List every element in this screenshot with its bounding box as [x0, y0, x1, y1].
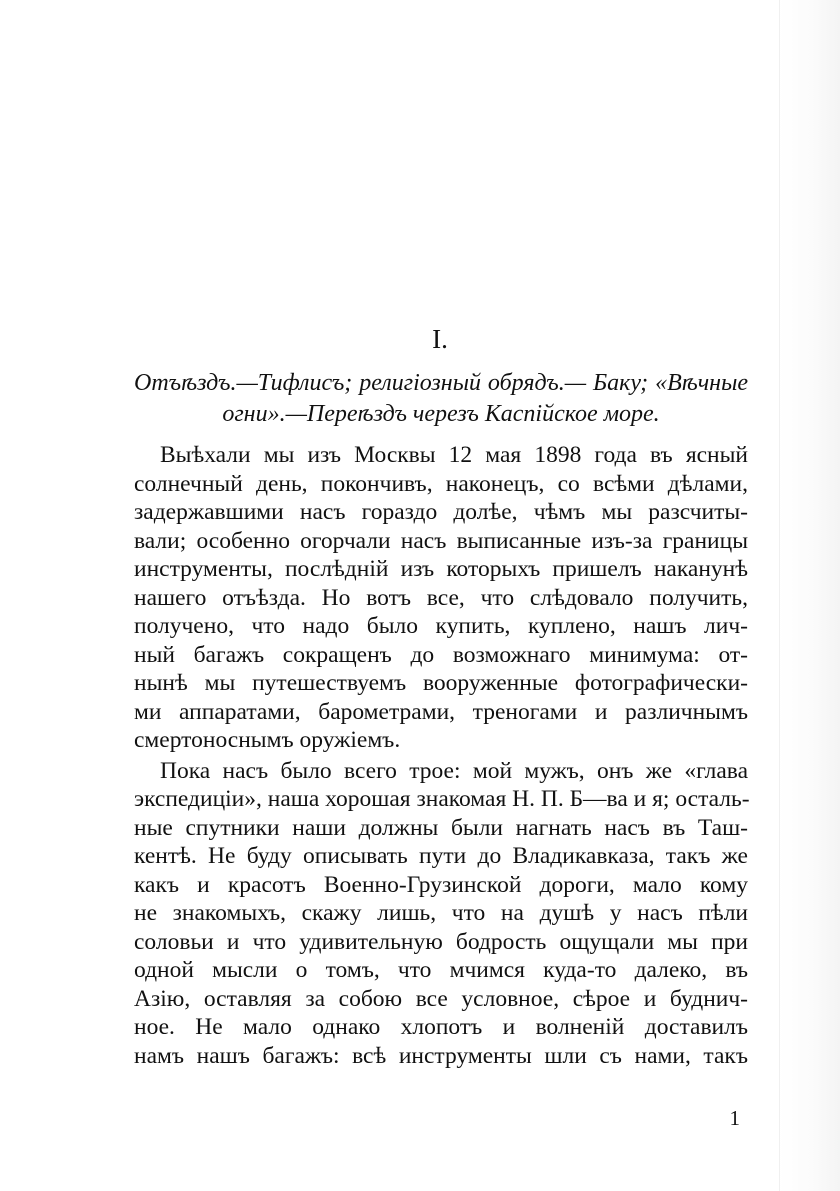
scan-shadow-edge [778, 0, 840, 1191]
text-line: кентѣ. Не буду описывать пути до Владикавказа, такъ же [134, 843, 748, 869]
text-line: соловьи и что удивительную бодрость ощущали мы при [134, 928, 748, 955]
text-line: получено, что надо было купить, куплено, нашъ лич- [134, 613, 748, 639]
chapter-number: I. [432, 324, 448, 354]
page-number: 1 [729, 1106, 740, 1130]
text-line: Азію, оставляя за собою все условное, сѣрое и буднич- [134, 985, 748, 1012]
text-line: задержавшими насъ гораздо долѣе, чѣмъ мы разсчиты- [134, 499, 748, 525]
text-line: вали; особенно огорчали насъ выписанные изъ-за границы [134, 527, 748, 554]
paragraph [134, 757, 748, 1071]
scan-edge-line [779, 0, 780, 1191]
paragraph [134, 441, 748, 755]
text-line: инструменты, послѣдній изъ которыхъ пришелъ наканунѣ [134, 556, 748, 582]
text-line: смертоноснымъ оружіемъ. [134, 727, 401, 753]
chapter-subtitle [134, 368, 748, 430]
text-line: намъ нашъ багажъ: всѣ инструменты шли съ нами, такъ [134, 1042, 748, 1069]
text-line: экспедиціи», наша хорошая знакомая Н. П. Б—ва и я; осталь- [134, 786, 750, 812]
text-line: нашего отъѣзда. Но вотъ все, что слѣдовало получить, [134, 584, 748, 611]
text-line: одной мысли о томъ, что мчимся куда-то далеко, въ [134, 957, 748, 983]
text-line: ный багажъ сокращенъ до возможнаго минимума: от- [134, 641, 748, 668]
text-line: какъ и красотъ Военно-Грузинской дороги, мало кому [134, 871, 748, 898]
subtitle-line: огни».—Переѣздъ черезъ Каспійское море. [222, 401, 660, 427]
text-line: ное. Не мало однако хлопотъ и волненій доставилъ [134, 1014, 748, 1040]
text-line: не знакомыхъ, скажу лишь, что на душѣ у насъ пѣли [134, 900, 748, 926]
text-line: солнечный день, покончивъ, наконецъ, со всѣми дѣлами, [134, 470, 748, 497]
text-line: Пока насъ было всего трое: мой мужъ, онъ же «глава [160, 757, 748, 784]
text-line: Выѣхали мы изъ Москвы 12 мая 1898 года въ ясный [160, 442, 748, 468]
text-line: ми аппаратами, барометрами, треногами и различнымъ [134, 698, 748, 725]
subtitle-line: Отъѣздъ.—Тифлисъ; религіозный обрядъ.— Баку; «Вѣчные [134, 370, 748, 396]
text-line: ные спутники наши должны были нагнать насъ въ Таш- [134, 814, 748, 841]
body-text [134, 441, 748, 1070]
text-line: нынѣ мы путешествуемъ вооруженные фотографически- [134, 670, 748, 696]
